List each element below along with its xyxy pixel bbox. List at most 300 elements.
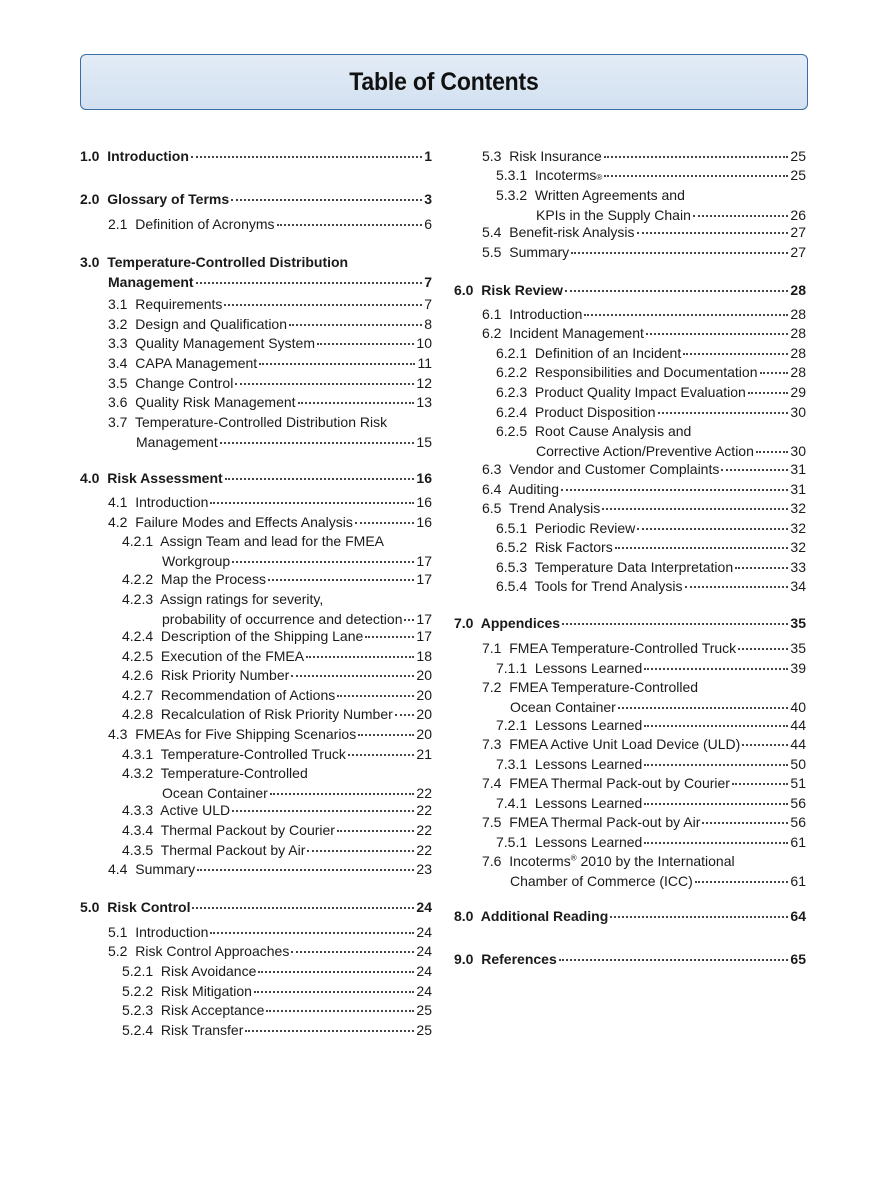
toc-entry-label: 6.5.1 Periodic Review (496, 520, 636, 536)
toc-entry-label: 4.2.1 Assign Team and lead for the FMEA (122, 533, 385, 549)
toc-entry-label: 4.3.3 Active ULD (122, 802, 231, 818)
page-number: 20 (416, 726, 432, 742)
toc-entry[interactable] (454, 383, 806, 403)
toc-entry-label: 7.0 Appendices (454, 615, 561, 631)
dot-leader (289, 324, 422, 326)
dot-leader (742, 744, 788, 746)
page-number: 25 (790, 167, 806, 183)
toc-entry[interactable] (454, 614, 806, 634)
page-number: 50 (790, 756, 806, 772)
page-number: 21 (416, 746, 432, 762)
dot-leader (224, 304, 422, 306)
toc-entry-label: 4.2.4 Description of the Shipping Lane (122, 628, 364, 644)
dot-leader (756, 451, 789, 453)
toc-entry[interactable] (454, 344, 806, 364)
toc-entry[interactable] (80, 215, 432, 235)
page-number: 28 (790, 325, 806, 341)
toc-entry[interactable] (80, 147, 432, 167)
toc-entry-first-line (496, 422, 806, 442)
toc-entry-label: 7.6 Incoterms (482, 853, 571, 869)
toc-entry[interactable] (80, 469, 432, 489)
toc-entry-label-rest: 2010 by the International (576, 853, 735, 869)
toc-entry-label: 4.2 Failure Modes and Effects Analysis (108, 514, 353, 530)
toc-entry-label: 5.2.1 Risk Avoidance (122, 963, 257, 979)
toc-entry[interactable] (80, 821, 432, 841)
dot-leader (637, 528, 788, 530)
toc-entry-label: 7.4.1 Lessons Learned (496, 795, 643, 811)
toc-entry-first-line (122, 590, 432, 610)
toc-entry-continuation (108, 433, 432, 453)
toc-entry-label: 3.0 Temperature-Controlled Distribution (80, 254, 349, 270)
toc-entry[interactable] (454, 577, 806, 597)
dot-leader (254, 991, 414, 993)
page-number: 24 (416, 983, 432, 999)
toc-entry[interactable] (80, 374, 432, 394)
toc-entry-label: 6.2.4 Product Disposition (496, 404, 656, 420)
dot-leader (235, 383, 414, 385)
toc-entry-continuation (122, 552, 432, 572)
page-number: 24 (416, 899, 432, 915)
toc-entry-label-cont: Ocean Container (162, 784, 268, 801)
toc-entry-first-line (108, 413, 432, 433)
page-number: 25 (416, 1022, 432, 1038)
toc-entry[interactable] (80, 898, 432, 918)
toc-entry[interactable] (80, 627, 432, 647)
page-number: 28 (790, 306, 806, 322)
page-number: 20 (416, 706, 432, 722)
toc-entry-label: 4.1 Introduction (108, 494, 209, 510)
toc-entry-label-cont: Management (108, 273, 194, 290)
toc-entry[interactable] (454, 460, 806, 480)
page-number: 22 (416, 802, 432, 818)
toc-entry-label: 3.7 Temperature-Controlled Distribution Risk (108, 414, 388, 430)
dot-leader (618, 707, 789, 709)
dot-leader (348, 754, 415, 756)
toc-entry[interactable] (454, 324, 806, 344)
page-number: 7 (424, 273, 432, 290)
toc-entry-label: 4.3.5 Thermal Packout by Air (122, 842, 306, 858)
toc-entry-label: 3.2 Design and Qualification (108, 316, 287, 332)
page-number: 56 (790, 814, 806, 830)
page-number: 23 (416, 861, 432, 877)
dot-leader (355, 522, 415, 524)
dot-leader (196, 282, 423, 284)
page-number: 22 (416, 822, 432, 838)
toc-entry-first-line (80, 253, 432, 273)
toc-entry-label: 1.0 Introduction (80, 148, 189, 164)
toc-entry-label-cont: Ocean Container (510, 698, 616, 715)
toc-entry-label: 7.1 FMEA Temperature-Controlled Truck (482, 640, 737, 656)
page-number: 28 (790, 282, 806, 298)
page-number: 25 (416, 1002, 432, 1018)
dot-leader (571, 252, 788, 254)
toc-entry[interactable] (454, 223, 806, 243)
dot-leader (732, 783, 788, 785)
toc-entry[interactable] (454, 186, 806, 225)
toc-entry[interactable] (454, 480, 806, 500)
toc-entry-label: 3.5 Change Control (108, 375, 234, 391)
dot-leader (268, 579, 414, 581)
toc-entry-label: 5.3 Risk Insurance (482, 148, 602, 164)
dot-leader (306, 656, 414, 658)
dot-leader (565, 290, 788, 292)
toc-entry[interactable] (454, 519, 806, 539)
toc-entry[interactable] (454, 678, 806, 717)
toc-entry[interactable] (454, 907, 806, 927)
page-number: 3 (424, 191, 432, 207)
page-number: 32 (790, 539, 806, 555)
page-number: 64 (790, 908, 806, 924)
toc-entry[interactable] (80, 686, 432, 706)
toc-entry[interactable] (80, 841, 432, 861)
toc-entry-label: 5.5 Summary (482, 244, 570, 260)
page-number: 22 (416, 842, 432, 858)
page-number: 16 (416, 494, 432, 510)
page-number: 24 (416, 963, 432, 979)
page-number: 39 (790, 660, 806, 676)
toc-entry-label: 5.3.1 Incoterms (496, 167, 597, 183)
toc-entry[interactable] (454, 833, 806, 853)
dot-leader (191, 156, 422, 158)
toc-entry-label: 3.3 Quality Management System (108, 335, 315, 351)
toc-entry-label: 6.2 Incident Management (482, 325, 644, 341)
toc-entry[interactable] (80, 923, 432, 943)
dot-leader (291, 951, 414, 953)
dot-leader (220, 442, 415, 444)
toc-entry-label: 3.6 Quality Risk Management (108, 394, 296, 410)
toc-entry[interactable] (80, 860, 432, 880)
page-number: 17 (416, 571, 432, 587)
page-number: 30 (790, 442, 806, 459)
toc-entry[interactable] (80, 942, 432, 962)
toc-entry-label: 6.2.1 Definition of an Incident (496, 345, 682, 361)
toc-entry-label: 7.2.1 Lessons Learned (496, 717, 643, 733)
dot-leader (685, 586, 789, 588)
dot-leader (298, 402, 415, 404)
toc-entry[interactable] (454, 499, 806, 519)
toc-entry-label: 4.0 Risk Assessment (80, 470, 223, 486)
page-number: 24 (416, 943, 432, 959)
toc-entry[interactable] (80, 764, 432, 803)
dot-leader (232, 810, 414, 812)
toc-entry[interactable] (454, 659, 806, 679)
toc-entry-label-cont: probability of occurrence and detection (162, 610, 403, 627)
page-number: 61 (790, 834, 806, 850)
page-number: 33 (790, 559, 806, 575)
toc-entry-label: 6.5 Trend Analysis (482, 500, 601, 516)
page-number: 28 (790, 345, 806, 361)
toc-entry[interactable] (454, 716, 806, 736)
toc-entry-label: 3.4 CAPA Management (108, 355, 258, 371)
page-number: 8 (424, 316, 432, 332)
toc-entry-label-cont: Management (136, 433, 218, 450)
page-number: 16 (416, 514, 432, 530)
toc-entry-first-line (482, 678, 806, 698)
toc-entry-label: 3.1 Requirements (108, 296, 223, 312)
toc-entry[interactable]: 5.3.1 Incoterms ® 25 (454, 166, 806, 186)
toc-entry-continuation (482, 872, 806, 892)
dot-leader (735, 567, 788, 569)
toc-entry[interactable] (454, 950, 806, 970)
toc-entry-label: 5.2 Risk Control Approaches (108, 943, 290, 959)
page-number: 35 (790, 640, 806, 656)
page-number: 6 (424, 216, 432, 232)
dot-leader (562, 623, 788, 625)
dot-leader (644, 803, 788, 805)
toc-entry-label-cont: Workgroup (162, 552, 231, 569)
page-number: 61 (790, 872, 806, 889)
page-number: 11 (417, 355, 432, 371)
page-number: 20 (416, 667, 432, 683)
toc-entry-label: 5.1 Introduction (108, 924, 209, 940)
toc-entry-label: 4.3 FMEAs for Five Shipping Scenarios (108, 726, 357, 742)
toc-entry-label: 7.5 FMEA Thermal Pack-out by Air (482, 814, 701, 830)
dot-leader (604, 156, 789, 158)
toc-entry-label: 6.1 Introduction (482, 306, 583, 322)
toc-entry[interactable] (454, 422, 806, 461)
dot-leader (210, 932, 414, 934)
toc-entry[interactable] (80, 666, 432, 686)
page-number: 12 (416, 375, 432, 391)
toc-entry[interactable] (80, 1001, 432, 1021)
dot-leader (365, 636, 414, 638)
toc-entry-label: 6.4 Auditing (482, 481, 560, 497)
toc-entry-label: 4.2.2 Map the Process (122, 571, 266, 587)
page-number: 27 (790, 244, 806, 260)
toc-entry-continuation (482, 698, 806, 718)
toc-entry[interactable] (454, 305, 806, 325)
toc-entry[interactable] (80, 493, 432, 513)
toc-entry[interactable] (80, 647, 432, 667)
dot-leader (602, 508, 788, 510)
dot-leader (210, 502, 414, 504)
toc-entry[interactable] (80, 801, 432, 821)
toc-entry-label: 6.2.5 Root Cause Analysis and (496, 423, 692, 439)
toc-entry-continuation (496, 442, 806, 462)
dot-leader (337, 695, 414, 697)
page-number: 32 (790, 500, 806, 516)
toc-entry[interactable] (80, 590, 432, 629)
toc-entry-label: 6.3 Vendor and Customer Complaints (482, 461, 720, 477)
page-number: 15 (416, 433, 432, 450)
toc-entry-label: 4.3.2 Temperature-Controlled (122, 765, 308, 781)
dot-leader (225, 478, 415, 480)
toc-entry-label: 2.1 Definition of Acronyms (108, 216, 275, 232)
dot-leader (270, 793, 415, 795)
dot-leader (748, 392, 789, 394)
dot-leader (693, 215, 789, 217)
page-number: 13 (416, 394, 432, 410)
dot-leader (317, 343, 414, 345)
toc-entry-label: 7.5.1 Lessons Learned (496, 834, 643, 850)
toc-entry[interactable] (80, 1021, 432, 1041)
toc-entry[interactable] (454, 813, 806, 833)
toc-entry[interactable] (80, 513, 432, 533)
toc-entry-label: 5.0 Risk Control (80, 899, 191, 915)
dot-leader (358, 734, 414, 736)
page-number: 1 (424, 148, 432, 164)
toc-entry-label-cont: KPIs in the Supply Chain (536, 206, 691, 223)
toc-entry[interactable] (80, 413, 432, 452)
dot-leader (277, 224, 423, 226)
toc-entry-label: 2.0 Glossary of Terms (80, 191, 230, 207)
dot-leader (561, 489, 788, 491)
page-number: 17 (416, 610, 432, 627)
toc-entry-label: 7.3 FMEA Active Unit Load Device (ULD) (482, 736, 741, 752)
toc-entry-first-line (122, 764, 432, 784)
toc-entry-first-line (122, 532, 432, 552)
dot-leader (245, 1030, 414, 1032)
toc-entry[interactable] (454, 147, 806, 167)
toc-entry[interactable] (454, 281, 806, 301)
toc-entry-label: 5.2.3 Risk Acceptance (122, 1002, 265, 1018)
toc-entry[interactable] (454, 538, 806, 558)
toc-entry-label: 5.4 Benefit-risk Analysis (482, 224, 635, 240)
dot-leader (646, 333, 789, 335)
toc-entry[interactable] (80, 334, 432, 354)
toc-entry[interactable] (80, 962, 432, 982)
dot-leader (644, 764, 788, 766)
dot-leader (738, 648, 788, 650)
toc-entry-label: 5.3.2 Written Agreements and (496, 187, 685, 203)
page-number: 30 (790, 404, 806, 420)
toc-entry-label: 7.4 FMEA Thermal Pack-out by Courier (482, 775, 730, 791)
page-number: 20 (416, 687, 432, 703)
toc-entry[interactable] (454, 363, 806, 383)
toc-entry[interactable] (80, 354, 432, 374)
toc-entry[interactable] (80, 982, 432, 1002)
dot-leader (637, 232, 789, 234)
dot-leader (197, 869, 414, 871)
dot-leader (683, 353, 788, 355)
dot-leader (559, 959, 789, 961)
toc-entry[interactable] (80, 532, 432, 571)
toc-entry-label: 7.3.1 Lessons Learned (496, 756, 643, 772)
toc-entry[interactable] (454, 755, 806, 775)
dot-leader (258, 971, 414, 973)
page-number: 22 (416, 784, 432, 801)
toc-entry-label: 4.2.5 Execution of the FMEA (122, 648, 305, 664)
dot-leader (702, 822, 788, 824)
toc-entry[interactable] (454, 735, 806, 755)
page-number: 34 (790, 578, 806, 594)
toc-entry-label: 7.1.1 Lessons Learned (496, 660, 643, 676)
page-number: 51 (790, 775, 806, 791)
toc-entry[interactable] (80, 190, 432, 210)
page-number: 44 (790, 717, 806, 733)
toc-entry[interactable] (80, 725, 432, 745)
toc-entry[interactable] (454, 794, 806, 814)
dot-leader (644, 668, 788, 670)
page-title: Table of Contents (349, 67, 539, 96)
dot-leader (695, 881, 789, 883)
page-number: 17 (416, 552, 432, 569)
toc-entry-label: 6.5.3 Temperature Data Interpretation (496, 559, 734, 575)
toc-entry-label: 6.5.2 Risk Factors (496, 539, 613, 555)
dot-leader (604, 175, 788, 177)
toc-entry-label: 5.2.4 Risk Transfer (122, 1022, 244, 1038)
toc-entry[interactable] (454, 243, 806, 263)
toc-entry-label-cont: Chamber of Commerce (ICC) (510, 872, 693, 889)
title-banner (80, 54, 808, 110)
page-number: 10 (416, 335, 432, 351)
dot-leader (266, 1010, 414, 1012)
toc-entry[interactable] (454, 852, 806, 891)
toc-entry-label: 4.3.1 Temperature-Controlled Truck (122, 746, 346, 762)
dot-leader (644, 725, 788, 727)
page-number: 28 (790, 364, 806, 380)
dot-leader (259, 363, 415, 365)
toc-entry[interactable] (454, 558, 806, 578)
page-number: 65 (790, 951, 806, 967)
dot-leader (721, 469, 788, 471)
dot-leader (192, 907, 414, 909)
page-number: 16 (416, 470, 432, 486)
dot-leader (404, 619, 414, 621)
toc-entry-label: 6.2.3 Product Quality Impact Evaluation (496, 384, 746, 400)
toc-entry-label: 7.2 FMEA Temperature-Controlled (482, 679, 699, 695)
page-number: 31 (790, 481, 806, 497)
toc-entry[interactable] (454, 403, 806, 423)
page-number: 25 (790, 148, 806, 164)
toc-entry-label: 4.4 Summary (108, 861, 196, 877)
toc-entry-label: 4.2.6 Risk Priority Number (122, 667, 290, 683)
toc-entry-label: 4.2.3 Assign ratings for severity, (122, 591, 324, 607)
page-number: 29 (790, 384, 806, 400)
toc-entry-label: 6.0 Risk Review (454, 282, 563, 298)
toc-entry[interactable] (80, 295, 432, 315)
toc-entry-label: 9.0 References (454, 951, 557, 967)
page-number: 44 (790, 736, 806, 752)
dot-leader (395, 714, 415, 716)
toc-entry[interactable] (80, 393, 432, 413)
toc-entry[interactable] (80, 570, 432, 590)
page-number: 31 (790, 461, 806, 477)
toc-entry-label: 5.2.2 Risk Mitigation (122, 983, 252, 999)
dot-leader (337, 830, 414, 832)
toc-entry-label: 4.3.4 Thermal Packout by Courier (122, 822, 335, 838)
page-number: 18 (416, 648, 432, 664)
toc-entry-label: 4.2.7 Recommendation of Actions (122, 687, 336, 703)
toc-entry-first-line (482, 852, 806, 872)
toc-entry[interactable] (80, 253, 432, 292)
page-number: 27 (790, 224, 806, 240)
dot-leader (610, 916, 788, 918)
toc-entry[interactable] (80, 315, 432, 335)
page-number: 40 (790, 698, 806, 715)
dot-leader (658, 412, 789, 414)
page-number: 56 (790, 795, 806, 811)
toc-entry[interactable] (454, 774, 806, 794)
toc-entry-first-line (496, 186, 806, 206)
page-number: 7 (424, 296, 432, 312)
toc-entry[interactable] (80, 705, 432, 725)
toc-entry-label-cont: Corrective Action/Preventive Action (536, 442, 754, 459)
dot-leader (291, 675, 414, 677)
page-number: 24 (416, 924, 432, 940)
toc-entry-label: 8.0 Additional Reading (454, 908, 609, 924)
toc-entry-label: 6.2.2 Responsibilities and Documentation (496, 364, 758, 380)
dot-leader (615, 547, 789, 549)
toc-entry-label: 6.5.4 Tools for Trend Analysis (496, 578, 683, 594)
toc-entry-label: 4.2.8 Recalculation of Risk Priority Number (122, 706, 393, 722)
dot-leader (760, 372, 789, 374)
registered-mark: ® (570, 853, 577, 863)
page-number: 32 (790, 520, 806, 536)
toc-entry[interactable] (80, 745, 432, 765)
toc-entry[interactable] (454, 639, 806, 659)
dot-leader (232, 561, 414, 563)
